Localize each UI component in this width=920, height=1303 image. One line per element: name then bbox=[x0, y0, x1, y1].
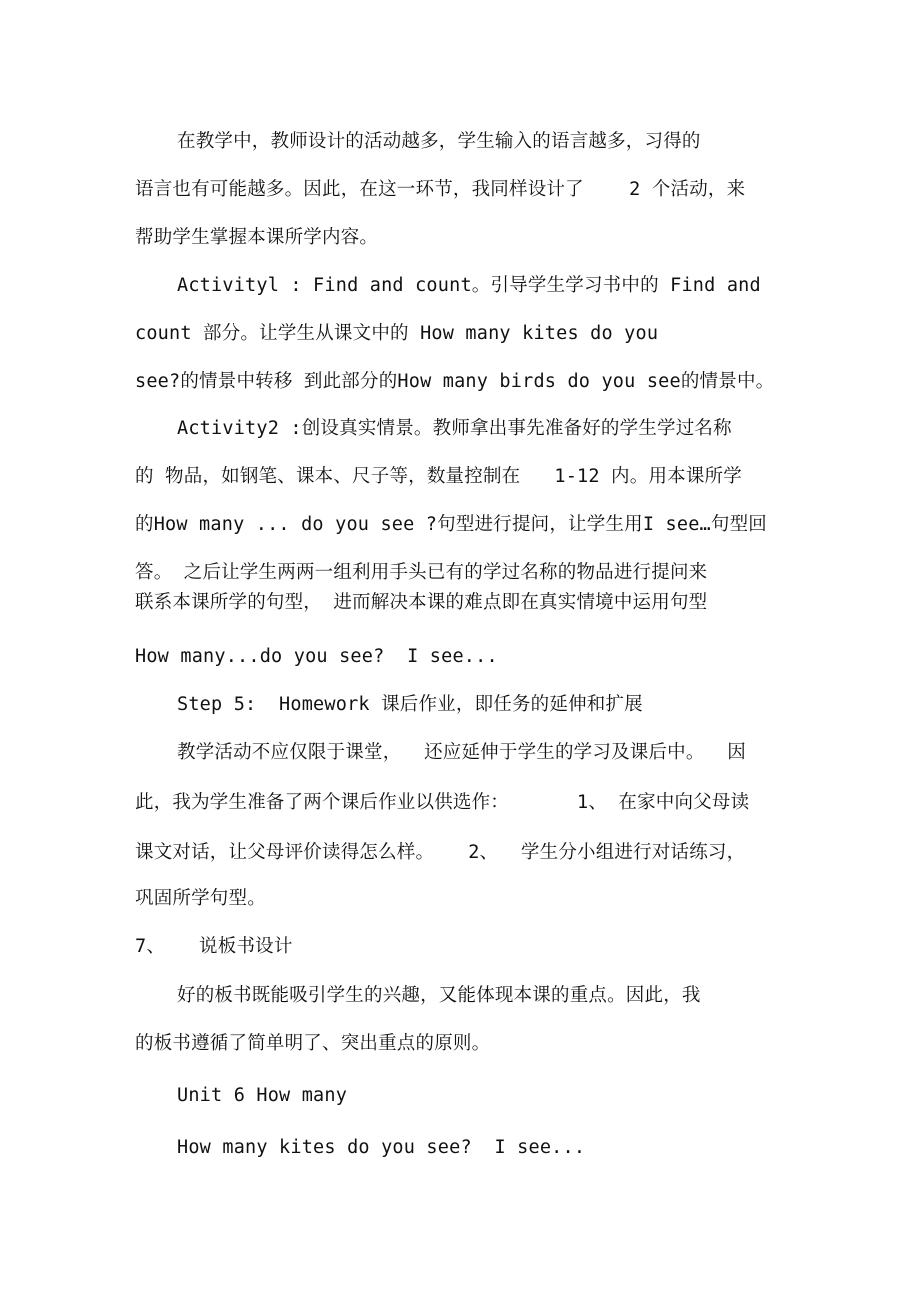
paragraph-line: 好的板书既能吸引学生的兴趣，又能体现本课的重点。因此，我 bbox=[177, 985, 701, 1006]
paragraph-line: How many...do you see? I see... bbox=[135, 646, 498, 667]
paragraph-line: 教学活动不应仅限于课堂， 还应延伸于学生的学习及课后中。 因 bbox=[177, 742, 746, 763]
paragraph-line: 帮助学生掌握本课所学内容。 bbox=[135, 227, 379, 248]
step-heading: Step 5: Homework 课后作业，即任务的延伸和扩展 bbox=[177, 694, 643, 715]
paragraph-line: 课文对话，让父母评价读得怎么样。 2、 学生分小组进行对话练习， bbox=[135, 842, 746, 863]
paragraph-line: 巩固所学句型。 bbox=[135, 888, 266, 909]
paragraph-line: 的板书遵循了简单明了、突出重点的原则。 bbox=[135, 1033, 491, 1054]
paragraph-line: count 部分。让学生从课文中的 How many kites do you bbox=[135, 323, 659, 344]
paragraph-line: 在教学中，教师设计的活动越多，学生输入的语言越多，习得的 bbox=[177, 131, 701, 152]
paragraph-line: 的How many ... do you see ?句型进行提问，让学生用I see…句型回 bbox=[135, 514, 767, 535]
paragraph-line: 答。 之后让学生两两一组利用手头已有的学过名称的物品进行提问来 bbox=[135, 562, 708, 583]
paragraph-line: 的 物品，如钢笔、课本、尺子等，数量控制在 1-12 内。用本课所学 bbox=[135, 466, 742, 487]
paragraph-line: 此，我为学生准备了两个课后作业以供选作： 1、 在家中向父母读 bbox=[135, 792, 750, 813]
paragraph-line: 语言也有可能越多。因此，在这一环节，我同样设计了 2 个活动，来 bbox=[135, 179, 746, 200]
board-title: Unit 6 How many bbox=[177, 1085, 348, 1106]
paragraph-line: Activity2 :创设真实情景。教师拿出事先准备好的学生学过名称 bbox=[177, 418, 732, 439]
section-heading: 7、 说板书设计 bbox=[135, 936, 293, 957]
board-sentence: How many kites do you see? I see... bbox=[177, 1137, 586, 1158]
paragraph-line: see?的情景中转移 到此部分的How many birds do you see的情景中。 bbox=[135, 371, 775, 392]
paragraph-line: Activityl : Find and count。引导学生学习书中的 Find and bbox=[177, 275, 761, 296]
paragraph-line: 联系本课所学的句型， 进而解决本课的难点即在真实情境中运用句型 bbox=[135, 592, 708, 613]
